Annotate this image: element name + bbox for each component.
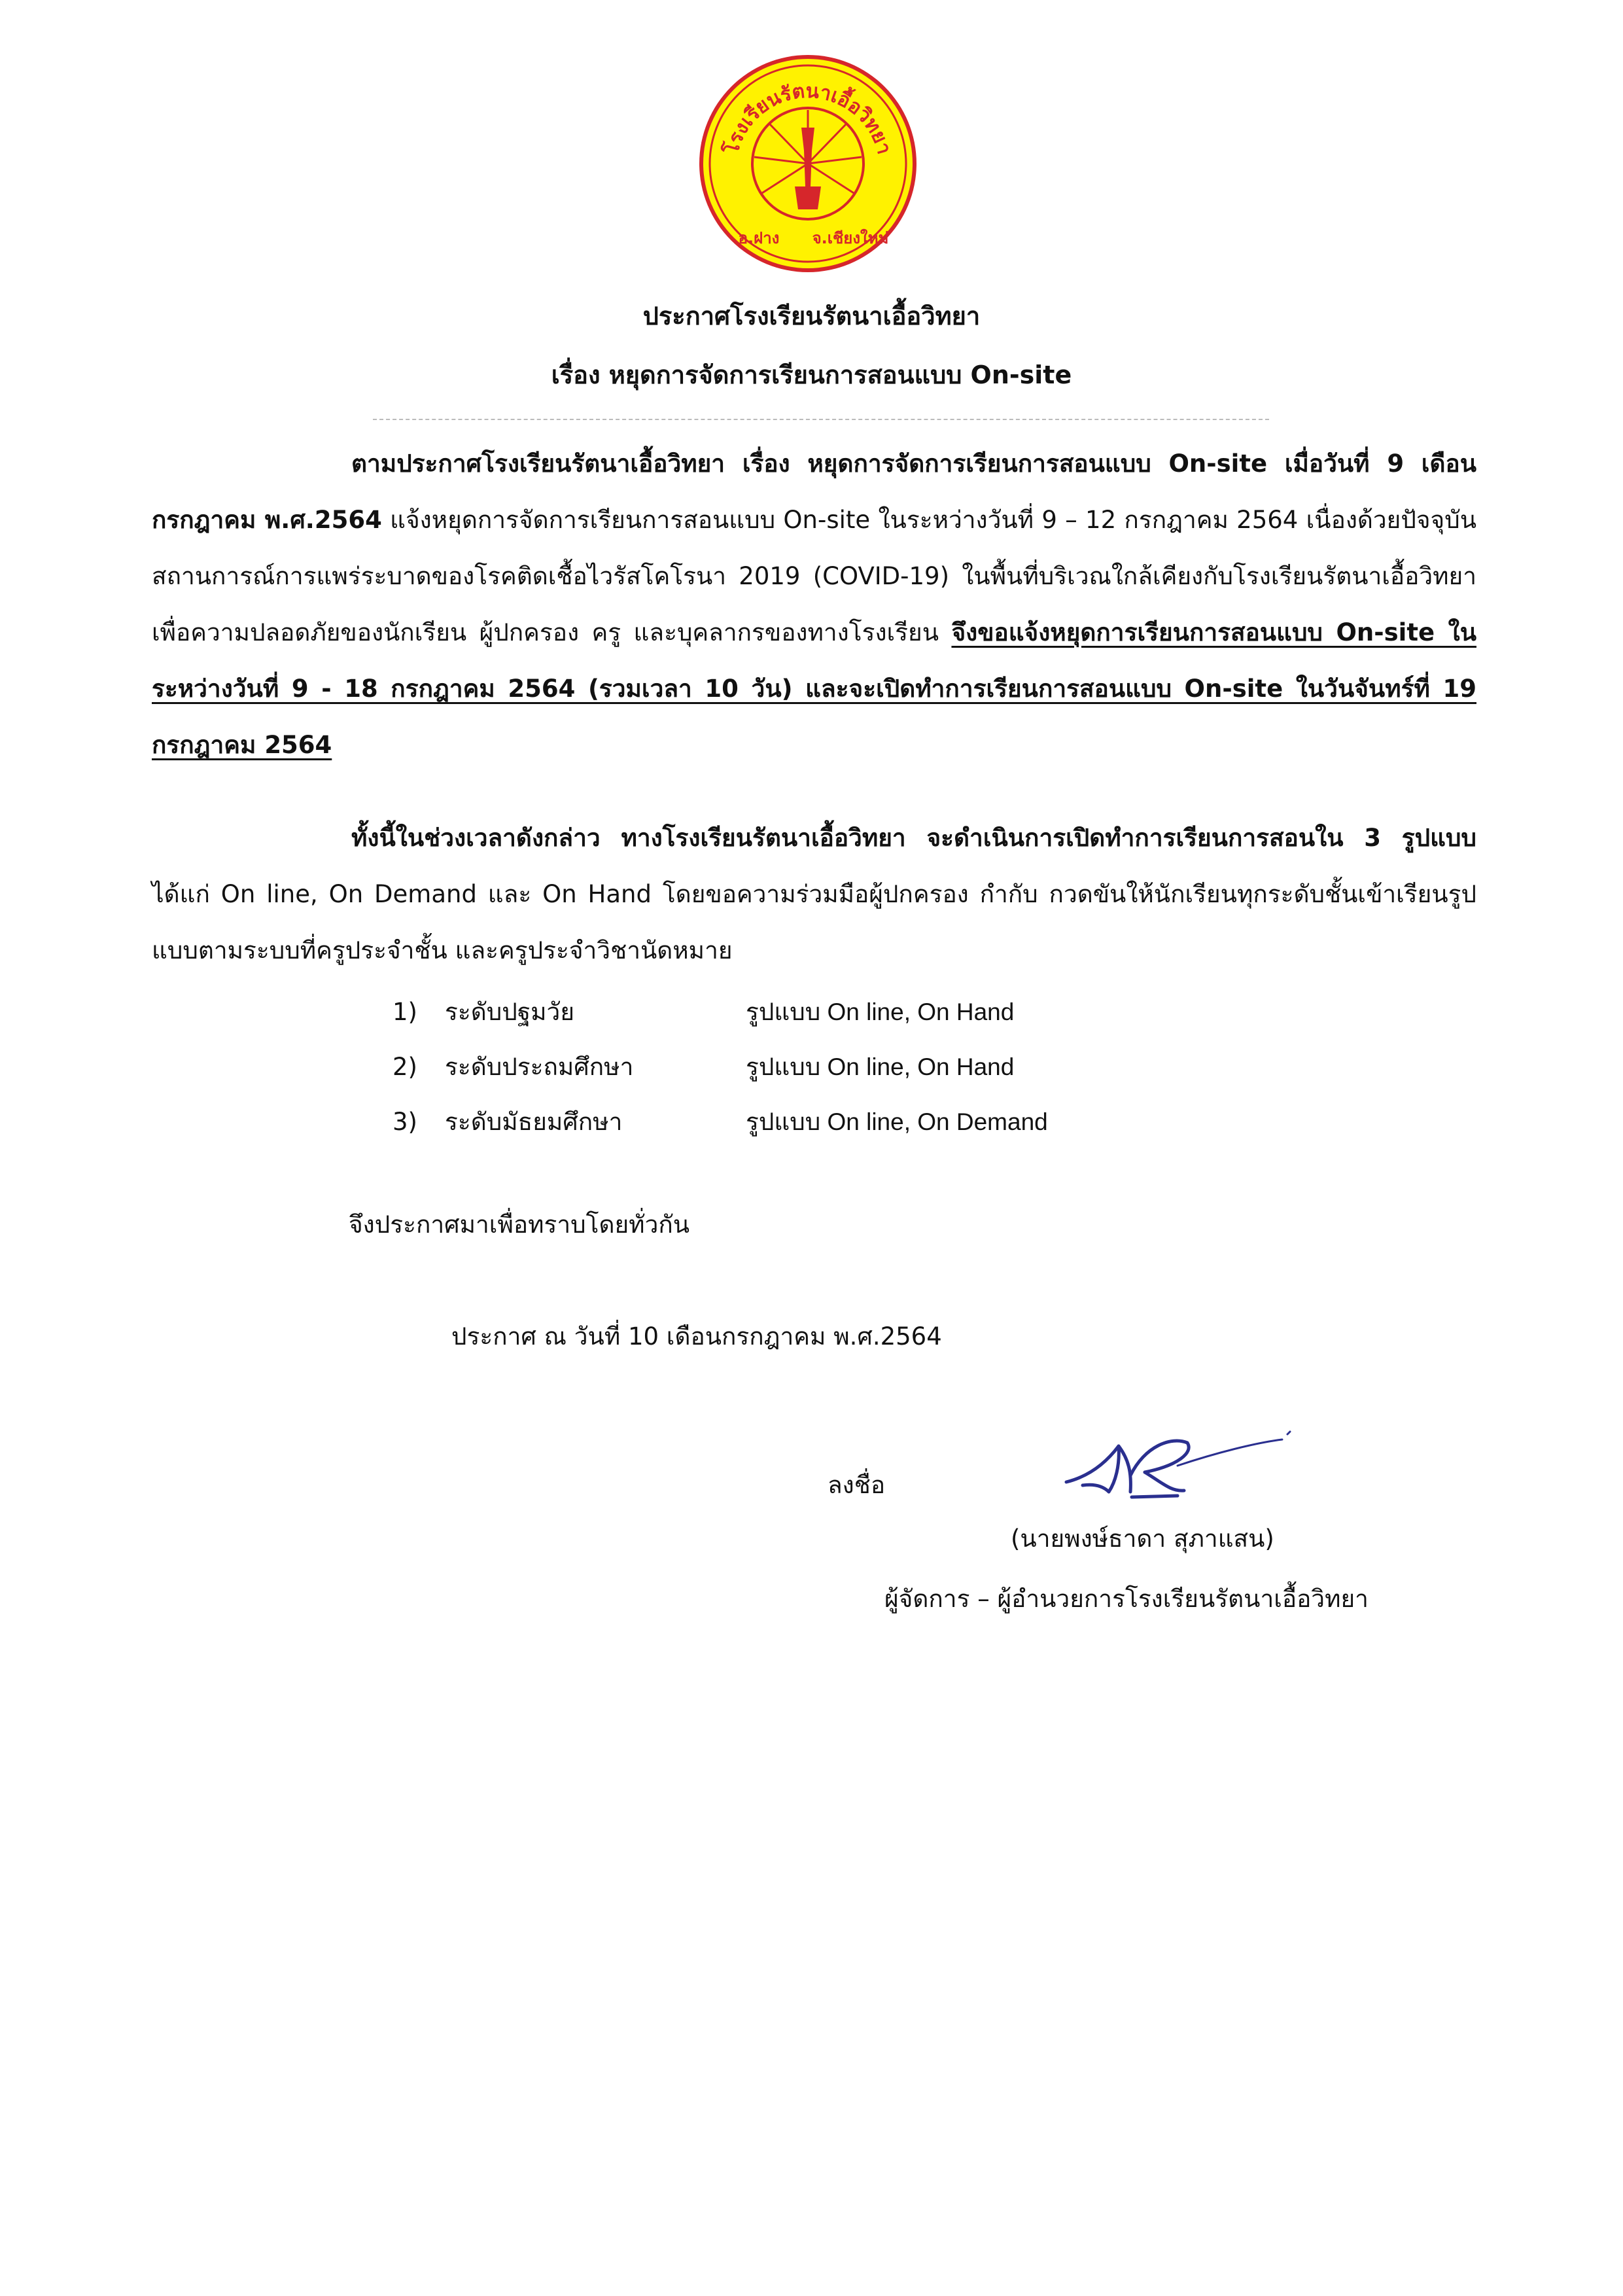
signer-position: ผู้จัดการ – ผู้อำนวยการโรงเรียนรัตนาเอื้อวิทยา xyxy=(884,1585,1369,1613)
announcement-subject: เรื่อง หยุดการจัดการเรียนการสอนแบบ On-site xyxy=(551,361,1072,389)
paragraph-1-body: แจ้งหยุดการจัดการเรียนการสอนแบบ On-site ในระหว่างวันที่ 9 – 12 กรกฎาคม 2564 เนื่องด้วยปัจจุบันสถานการณ์การแพร่ระบาดของโรคติดเชื้อไวรัสโคโรนา 2019 (COVID-19) ในพื้นที่บริเวณใกล้เคียงกับโรงเรียนรัตนาเอื้อวิทยา เพื่อความปลอดภัยของนักเรียน ผู้ปกครอง ครู และบุคลากรของทางโรงเรียน xyxy=(152,506,1476,646)
closing-statement: จึงประกาศมาเพื่อทราบโดยทั่วกัน xyxy=(349,1210,690,1239)
list-item-level: ระดับประถมศึกษา xyxy=(445,1053,634,1081)
list-item xyxy=(393,985,1178,1040)
announcement-title: ประกาศโรงเรียนรัตนาเอื้อวิทยา xyxy=(642,302,981,330)
list-item-format: รูปแบบ On line, On Hand xyxy=(746,998,1015,1025)
list-item-level: ระดับปฐมวัย xyxy=(445,998,575,1026)
list-item-number: 2) xyxy=(393,1053,417,1081)
signer-name: (นายพงษ์ธาดา สุภาแสน) xyxy=(1011,1525,1274,1553)
seal-province-text: จ.เชียงใหม่ xyxy=(812,229,889,247)
handwritten-signature xyxy=(1047,1420,1295,1511)
paragraph-2-lead: ทั้งนี้ในช่วงเวลาดังกล่าว ทางโรงเรียนรัตนาเอื้อวิทยา จะดำเนินการเปิดทำการเรียนการสอนใน 3 รูปแบบ xyxy=(351,824,1476,852)
announcement-date: ประกาศ ณ วันที่ 10 เดือนกรกฎาคม พ.ศ.2564 xyxy=(451,1322,942,1351)
seal-district-text: อ.ฝาง xyxy=(738,229,780,247)
list-item-number: 1) xyxy=(393,998,417,1026)
list-item-number: 3) xyxy=(393,1108,417,1136)
list-item-level: ระดับมัธยมศึกษา xyxy=(445,1108,623,1136)
list-item xyxy=(393,1040,1178,1095)
announcement-paragraph-1 xyxy=(152,436,1476,773)
paragraph-1-lead: ตามประกาศโรงเรียนรัตนาเอื้อวิทยา เรื่อง หยุดการจัดการเรียนการสอนแบบ On-site เมื่อวันที่ 9 เดือนกรกฎาคม พ.ศ.2564 xyxy=(152,450,1476,534)
seal-arc-text: โรงเรียนรัตนาเอื้อวิทยา xyxy=(720,79,896,157)
signature-label: ลงชื่อ xyxy=(828,1471,886,1499)
header-divider xyxy=(373,419,1269,420)
school-seal-logo xyxy=(697,52,919,275)
announcement-paragraph-2 xyxy=(152,810,1476,979)
paragraph-2-body: ได้แก่ On line, On Demand และ On Hand โดยขอความร่วมมือผู้ปกครอง กำกับ กวดขันให้นักเรียนทุกระดับชั้นเข้าเรียนรูปแบบตามระบบที่ครูประจำชั้น และครูประจำวิชานัดหมาย xyxy=(152,880,1476,964)
level-format-list xyxy=(393,985,1178,1150)
list-item xyxy=(393,1095,1178,1150)
list-item-format: รูปแบบ On line, On Demand xyxy=(746,1108,1048,1135)
paragraph-1-emphasis: จึงขอแจ้งหยุดการเรียนการสอนแบบ On-site ในระหว่างวันที่ 9 - 18 กรกฎาคม 2564 (รวมเวลา 10 วัน) และจะเปิดทำการเรียนการสอนแบบ On-site ในวันจันทร์ที่ 19 กรกฎาคม 2564 xyxy=(152,618,1476,759)
list-item-format: รูปแบบ On line, On Hand xyxy=(746,1053,1015,1080)
